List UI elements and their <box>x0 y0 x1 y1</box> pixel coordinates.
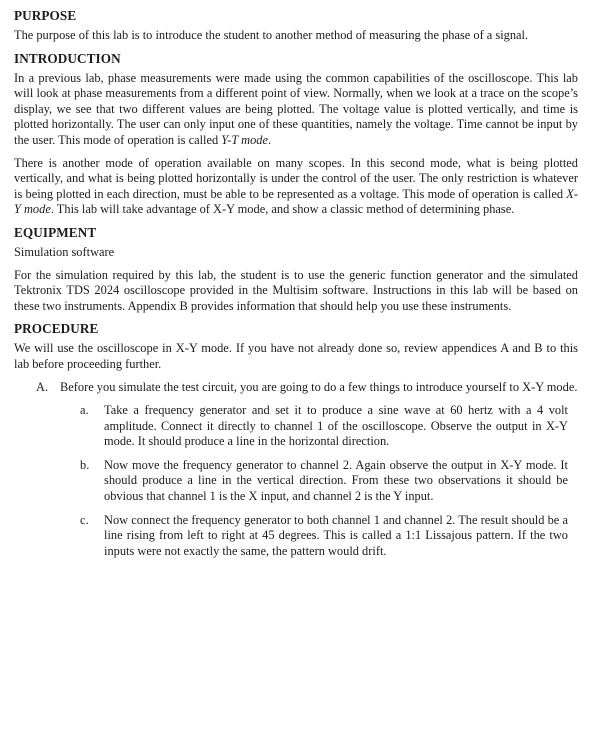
intro-p2-end: . This lab will take advantage of X-Y mode, and show a classic method of determining phase. <box>50 202 515 217</box>
procedure-steps <box>36 380 578 396</box>
substep-marker: c. <box>80 512 89 527</box>
purpose-text: The purpose of this lab is to introduce the student to another method of measuring the phase of a signal. <box>14 28 529 42</box>
procedure-substep <box>80 513 568 560</box>
substep-text: Now move the frequency generator to channel 2. Again observe the output in X-Y mode. It should produce a line in the vertical direction. From these two observations it should be obvious that channel 1 is the X input, and channel 2 is the Y input. <box>104 457 568 504</box>
substep-marker: a. <box>80 403 89 418</box>
substep-text: Take a frequency generator and set it to produce a sine wave at 60 hertz with a 4 volt amplitude. Connect it directly to channel 1 of the oscilloscope. Observe the output in X-Y mode. It should produce a line in the horizontal direction. <box>104 403 568 449</box>
procedure-section <box>14 321 578 559</box>
procedure-intro: We will use the oscilloscope in X-Y mode. If you have not already done so, review appendices A and B to this lab before proceeding further. <box>14 341 578 371</box>
equipment-heading: EQUIPMENT <box>14 224 97 240</box>
substep-text: Now connect the frequency generator to both channel 1 and channel 2. The result should be a line rising from left to right at 45 degrees. This is called a 1:1 Lissajous pattern. If the two inputs were not exactly the same, the pattern would drift. <box>104 512 568 558</box>
equipment-text: For the simulation required by this lab, the student is to use the generic function generator and the simulated Tektronix TDS 2024 oscilloscope provided in the Multisim software. Instructions in this lab will be based on these two instruments. Appendix B provides information that should help you use these instruments. <box>14 267 578 313</box>
substep-marker: b. <box>80 457 90 472</box>
introduction-paragraph-2 <box>14 156 578 218</box>
purpose-section <box>14 8 578 44</box>
introduction-section <box>14 51 578 218</box>
introduction-paragraph-1 <box>14 71 578 149</box>
procedure-substep <box>80 458 568 505</box>
xy-mode-term: X-Y mode <box>14 186 578 217</box>
introduction-heading: INTRODUCTION <box>14 50 121 66</box>
purpose-heading: PURPOSE <box>14 8 77 23</box>
step-marker: A. <box>36 379 49 394</box>
procedure-heading: PROCEDURE <box>14 321 99 337</box>
procedure-step <box>36 380 578 396</box>
procedure-substeps <box>80 403 568 559</box>
yt-mode-term: Y-T mode <box>221 132 268 147</box>
intro-p2-text: There is another mode of operation available on many scopes. In this second mode, what is being plotted vertically, and what is being plotted horizontally is under the control of the user. The only restriction is whatever is being plotted in each direction, must be able to be represented as a voltage. This mode of operation is called <box>14 155 578 201</box>
step-text: Before you simulate the test circuit, you are going to do a few things to introduce yourself to X-Y mode. <box>60 379 578 394</box>
intro-p1-text: In a previous lab, phase measurements were made using the common capabilities of the oscilloscope. This lab will look at phase measurements from a different point of view. Normally, when we look at a trace on the scope’s display, we see that two different values are being plotted. The voltage value is plotted vertically, and time is plotted horizontally. The user can only input one of these quantities, namely the voltage. Time cannot be input by the user. This mode of operation is called <box>14 70 578 147</box>
procedure-substep <box>80 403 568 450</box>
intro-p1-end: . <box>267 132 272 147</box>
equipment-section <box>14 225 578 314</box>
equipment-item: Simulation software <box>14 244 115 259</box>
